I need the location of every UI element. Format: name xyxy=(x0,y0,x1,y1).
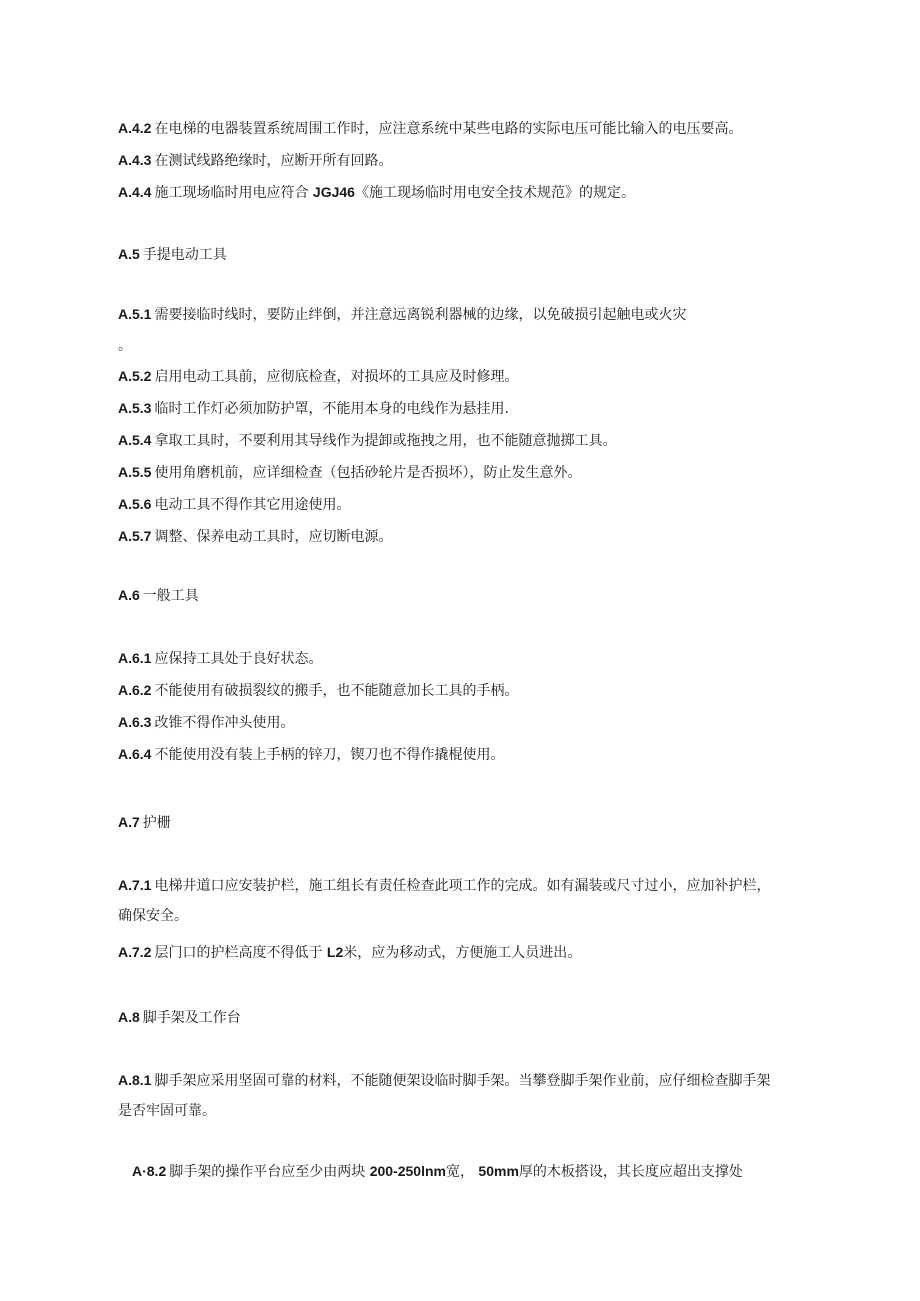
clause-a-8-2 xyxy=(132,1161,852,1182)
clause-text: 使用角磨机前，应详细检查（包括砂轮片是否损坏），防止发生意外。 xyxy=(154,465,582,481)
clause-a-7-1-continuation xyxy=(118,906,838,926)
clause-text: 启用电动工具前，应彻底检查，对损坏的工具应及时修理。 xyxy=(154,369,519,385)
clause-text: 电动工具不得作其它用途使用。 xyxy=(154,497,351,513)
clause-text: 调整、保养电动工具时，应切断电源。 xyxy=(154,529,393,545)
clause-number: A.6.1 xyxy=(118,650,152,666)
section-heading-a-7 xyxy=(118,812,838,833)
clause-text: 临时工作灯必须加防护罩，不能用本身的电线作为悬挂用. xyxy=(154,401,509,417)
clause-text-post: 米，应为移动式，方便施工人员进出。 xyxy=(343,945,582,961)
section-number: A.7 xyxy=(118,814,140,830)
clause-number: A.4.3 xyxy=(118,152,152,168)
clause-text: 改锥不得作冲头使用。 xyxy=(154,715,295,731)
section-title: 一般工具 xyxy=(142,588,199,604)
clause-text: 需要接临时线时，要防止绊倒，并注意远离锐利器械的边缘，以免破损引起触电或火灾 xyxy=(154,307,687,323)
clause-text-post: 厚的木板搭设，其长度应超出支撑处 xyxy=(518,1164,743,1180)
clause-text: 不能使用有破损裂纹的搬手，也不能随意加长工具的手柄。 xyxy=(154,683,519,699)
clause-text: 应保持工具处于良好状态。 xyxy=(154,651,323,667)
clause-text-mid: 宽， xyxy=(445,1164,474,1180)
clause-text: 拿取工具时，不要利用其导线作为提卸或拖拽之用，也不能随意抛掷工具。 xyxy=(154,433,617,449)
clause-text-continuation: 确保安全。 xyxy=(118,908,188,924)
clause-a-8-1 xyxy=(118,1070,838,1091)
clause-a-5-1-continuation xyxy=(118,336,838,356)
clause-a-5-4 xyxy=(118,430,838,451)
section-number: A.8 xyxy=(118,1009,140,1025)
clause-text: 不能使用没有装上手柄的锌刀，锲刀也不得作撬棍使用。 xyxy=(154,747,505,763)
clause-a-6-3 xyxy=(118,712,838,733)
clause-a-5-2 xyxy=(118,366,838,387)
clause-a-5-7 xyxy=(118,526,838,547)
clause-text: 脚手架应采用坚固可靠的材料，不能随便架设临时脚手架。当攀登脚手架作业前，应仔细检查脚手架 xyxy=(154,1073,771,1089)
clause-a-5-3 xyxy=(118,398,838,419)
section-number: A.5 xyxy=(118,246,140,262)
clause-number: A.5.3 xyxy=(118,400,152,416)
clause-number: A.6.4 xyxy=(118,746,152,762)
clause-number: A.5.4 xyxy=(118,432,152,448)
section-heading-a-5 xyxy=(118,244,838,265)
clause-text: 在测试线路绝缘时，应断开所有回路。 xyxy=(154,153,393,169)
clause-number: A.6.3 xyxy=(118,714,152,730)
clause-a-6-2 xyxy=(118,680,838,701)
clause-text-pre: 层门口的护栏高度不得低于 xyxy=(154,945,323,961)
clause-a-5-5 xyxy=(118,462,838,483)
clause-a-8-1-continuation xyxy=(118,1101,838,1121)
section-heading-a-6 xyxy=(118,585,838,606)
clause-a-4-3 xyxy=(118,150,838,171)
clause-number: A.7.1 xyxy=(118,877,152,893)
clause-a-6-4 xyxy=(118,744,838,765)
clause-number: A.5.6 xyxy=(118,496,152,512)
section-number: A.6 xyxy=(118,587,140,603)
section-heading-a-8 xyxy=(118,1007,838,1028)
clause-number: A.6.2 xyxy=(118,682,152,698)
clause-number: A.4.4 xyxy=(118,184,152,200)
clause-number: A.5.5 xyxy=(118,464,152,480)
clause-a-4-2 xyxy=(118,118,838,139)
section-title: 手提电动工具 xyxy=(142,247,227,263)
clause-number: A.7.2 xyxy=(118,944,152,960)
clause-number: A.5.2 xyxy=(118,368,152,384)
clause-text-pre: 施工现场临时用电应符合 xyxy=(154,185,309,201)
height-value: L2 xyxy=(326,944,344,960)
clause-a-7-2 xyxy=(118,942,838,963)
clause-number: A.8.1 xyxy=(118,1072,152,1088)
clause-number: A.5.1 xyxy=(118,306,152,322)
clause-text-continuation: 是否牢固可靠。 xyxy=(118,1103,216,1119)
clause-text: 电梯井道口应安装护栏，施工组长有责任检查此项工作的完成。如有漏装或尺寸过小，应加补护栏， xyxy=(154,878,771,894)
clause-a-7-1 xyxy=(118,875,838,896)
plank-thickness-value: 50mm xyxy=(478,1163,519,1179)
clause-text-post: 《施工现场临时用电安全技术规范》的规定。 xyxy=(354,185,635,201)
plank-width-value: 200-250lnm xyxy=(369,1163,446,1179)
clause-number: A·8.2 xyxy=(132,1163,167,1179)
clause-text: 在电梯的电器装置系统周围工作时，应注意系统中某些电路的实际电压可能比输入的电压要高。 xyxy=(154,121,743,137)
clause-a-5-6 xyxy=(118,494,838,515)
clause-number: A.4.2 xyxy=(118,120,152,136)
clause-text-continuation: 。 xyxy=(118,338,132,354)
clause-a-6-1 xyxy=(118,648,838,669)
clause-a-4-4 xyxy=(118,182,838,203)
clause-number: A.5.7 xyxy=(118,528,152,544)
clause-text-pre: 脚手架的操作平台应至少由两块 xyxy=(169,1164,366,1180)
section-title: 护栅 xyxy=(142,815,171,831)
clause-a-5-1 xyxy=(118,304,838,325)
standard-code: JGJ46 xyxy=(312,184,355,200)
section-title: 脚手架及工作台 xyxy=(142,1010,241,1026)
